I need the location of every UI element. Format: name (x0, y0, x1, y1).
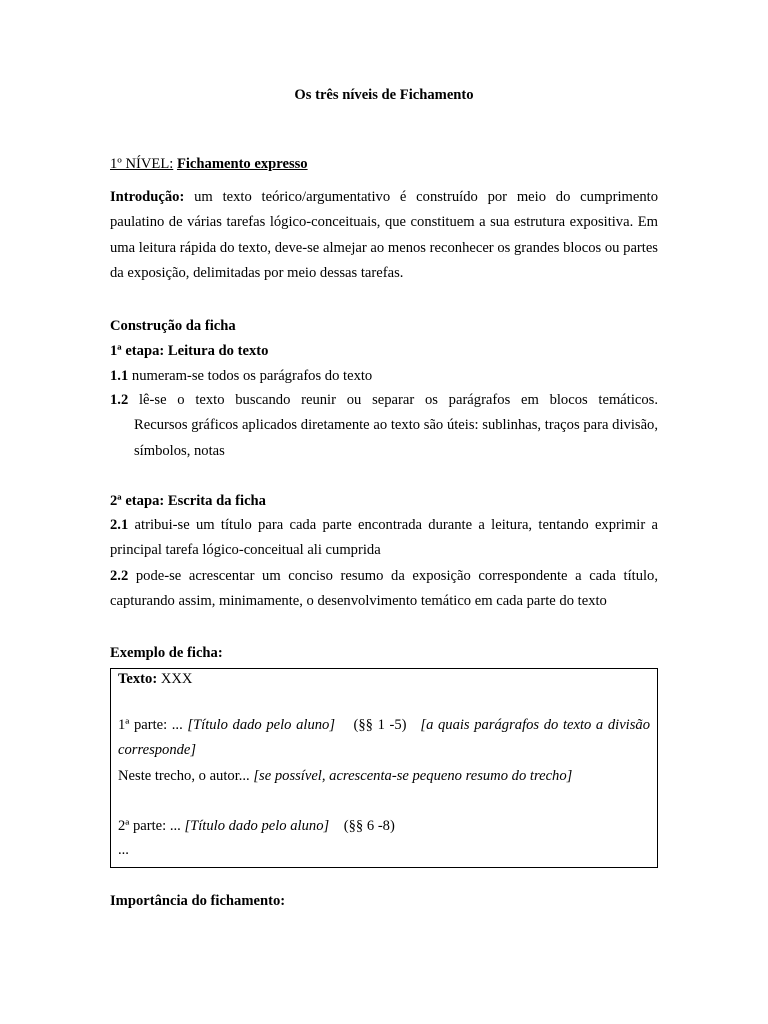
level-heading (110, 155, 308, 173)
intro-label: Introdução: (110, 189, 185, 205)
stage1-item2-num: 1.2 (110, 392, 129, 408)
example-part1-range: (§§ 1 -5) (353, 717, 407, 733)
stage1-heading: 1ª etapa: Leitura do texto (110, 343, 269, 359)
example-part2-prefix: 2ª parte: ... (118, 818, 185, 834)
example-heading: Exemplo de ficha: (110, 645, 223, 661)
example-stretch-prefix: Neste trecho, o autor... (118, 768, 254, 784)
example-part2 (118, 817, 650, 835)
importance-heading: Importância do fichamento: (110, 893, 286, 909)
stage2-item1 (110, 513, 658, 564)
stage1-item2 (110, 388, 658, 464)
example-texto-value: XXX (157, 671, 193, 687)
stage2-item2-num: 2.2 (110, 568, 129, 584)
stage2-heading: 2ª etapa: Escrita da ficha (110, 493, 266, 509)
example-ellipsis: ... (118, 842, 129, 858)
example-part2-range: (§§ 6 -8) (343, 818, 395, 834)
construction-heading: Construção da ficha (110, 318, 236, 334)
example-part1-note: [a quais parágrafos do texto a divisão corresponde] (118, 717, 650, 759)
example-part1-title: [Título dado pelo aluno] (187, 717, 336, 733)
stage1-item1-num: 1.1 (110, 368, 129, 384)
level-prefix: 1º NÍVEL: (110, 156, 174, 172)
example-part1-prefix: 1ª parte: ... (118, 717, 188, 733)
stage2-item2 (110, 564, 658, 615)
stage1-item1 (110, 367, 658, 385)
example-part1 (118, 713, 650, 764)
example-texto-line (118, 670, 650, 688)
example-part2-title: [Título dado pelo aluno] (184, 818, 330, 834)
example-box (110, 668, 658, 868)
stage2-item2-text: pode-se acrescentar um conciso resumo da exposição correspondente a cada título, capturando assim, minimamente, o desenvolvimento temático em cada parte do texto (110, 568, 658, 610)
stage1-item1-text: numeram-se todos os parágrafos do texto (128, 368, 373, 384)
example-texto-label: Texto: (118, 671, 158, 687)
document-title: Os três níveis de Fichamento (294, 87, 474, 103)
intro-text: um texto teórico/argumentativo é construído por meio do cumprimento paulatino de várias tarefas lógico-conceituais, que constituem a sua estrutura expositiva. Em uma leitura rápida do texto, deve-se almejar ao menos reconhecer os grandes blocos ou partes da exposição, delimitadas por meio dessas tarefas. (110, 189, 658, 281)
level-name: Fichamento expresso (176, 156, 308, 172)
intro-paragraph (110, 185, 658, 286)
example-stretch (118, 767, 650, 785)
stage1-item2-first: lê-se o texto buscando reunir ou separar os parágrafos em blocos temáticos. (128, 392, 658, 408)
stage2-item1-num: 2.1 (110, 517, 129, 533)
example-stretch-note: [se possível, acrescenta-se pequeno resumo do trecho] (253, 768, 573, 784)
stage1-item2-rest: Recursos gráficos aplicados diretamente ao texto são úteis: sublinhas, traços para divisão, símbolos, notas (134, 417, 658, 459)
stage2-item1-text: atribui-se um título para cada parte encontrada durante a leitura, tentando exprimir a principal tarefa lógico-conceitual ali cumprida (110, 517, 658, 559)
stage1-item2-first-line (110, 388, 658, 413)
